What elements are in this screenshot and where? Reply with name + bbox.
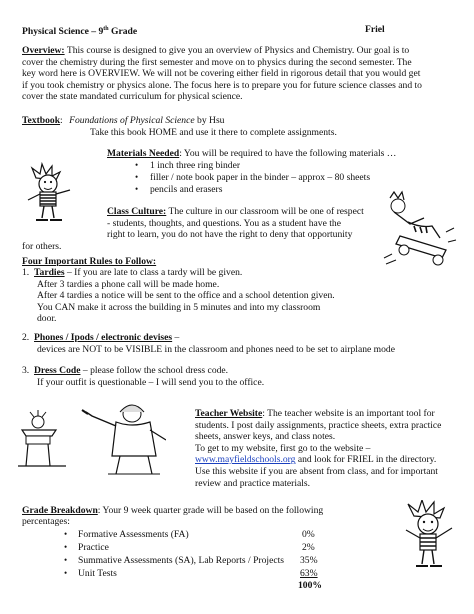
grade-total: 100% bbox=[298, 580, 322, 591]
calvin-hobbes-wagon-illustration bbox=[380, 188, 460, 268]
class-culture-label: Class Culture: bbox=[107, 206, 167, 217]
rule-item-dress-code: 3. Dress Code – please follow the school dress code. If your outfit is questionable – I will send you to the office. bbox=[22, 365, 265, 388]
overview-line: if you took chemistry or physics alone. The focus here is to prepare you for future science classes and to bbox=[22, 79, 422, 91]
grade-breakdown-label: Grade Breakdown bbox=[22, 505, 98, 516]
materials-item: pencils and erasers bbox=[150, 184, 223, 195]
materials-intro: Materials Needed: You will be required to have the following materials … bbox=[107, 148, 397, 159]
rule-number: 1. bbox=[22, 267, 30, 278]
class-culture-line: for others. bbox=[22, 241, 62, 252]
grade-item-percent: 0% bbox=[302, 529, 315, 540]
grade-breakdown-intro: Grade Breakdown: Your 9 week quarter grade will be based on the following bbox=[22, 505, 324, 516]
bullet-icon: • bbox=[135, 160, 139, 170]
overview-section bbox=[22, 45, 462, 103]
grade-item-percent: 63% bbox=[300, 568, 318, 579]
materials-item: filler / note book paper in the binder – approx – 80 sheets bbox=[150, 172, 371, 183]
textbook-title: Foundations of Physical Science bbox=[69, 115, 195, 126]
title-grade: Grade bbox=[108, 26, 138, 38]
textbook-label: Textbook bbox=[22, 115, 61, 126]
overview-line: Overview: This course is designed to give you an overview of Physics and Chemistry. Our goal is to bbox=[22, 45, 410, 56]
bullet-icon: • bbox=[64, 542, 68, 552]
bullet-icon: • bbox=[135, 184, 139, 194]
bullet-icon: • bbox=[135, 172, 139, 182]
teacher-website-label: Teacher Website bbox=[195, 408, 263, 419]
textbook-line: Textbook: Foundations of Physical Science by Hsu bbox=[22, 115, 225, 126]
grade-item-name: Summative Assessments (SA), Lab Reports / Projects bbox=[78, 555, 284, 566]
grade-item-percent: 2% bbox=[302, 542, 315, 553]
overview-label: Overview: bbox=[22, 45, 65, 56]
overview-line: cover the chemistry during the first semester and move on to physics during the second semester. The bbox=[22, 56, 412, 68]
grade-item-percent: 35% bbox=[300, 555, 318, 566]
rule-number: 3. bbox=[22, 365, 30, 376]
grade-item-name: Formative Assessments (FA) bbox=[78, 529, 189, 540]
materials-item: 1 inch three ring binder bbox=[150, 160, 241, 171]
calvin-left-illustration bbox=[18, 160, 88, 230]
rule-label: Dress Code bbox=[34, 365, 81, 376]
bullet-icon: • bbox=[64, 529, 68, 539]
school-website-link[interactable]: www.mayfieldschools.org bbox=[195, 454, 296, 466]
overview-line: key word here is OVERVIEW. We will not be covering either field in rigorous detail that you would get bbox=[22, 68, 421, 80]
class-culture-line: right to learn, you do not have the right to deny that opportunity bbox=[107, 229, 353, 241]
teacher-name: Friel bbox=[365, 24, 385, 35]
grade-item-name: Practice bbox=[78, 542, 109, 553]
grade-item-name: Unit Tests bbox=[78, 568, 117, 579]
grade-breakdown-intro2: percentages: bbox=[22, 516, 70, 527]
rule-number: 2. bbox=[22, 332, 30, 343]
rules-heading: Four Important Rules to Follow: bbox=[22, 256, 157, 267]
class-culture-line: - students, thoughts, and questions. You as a student have the bbox=[107, 217, 341, 229]
textbook-note: Take this book HOME and use it there to complete assignments. bbox=[90, 127, 337, 138]
title-text: Physical Science – 9 bbox=[22, 26, 104, 38]
bullet-icon: • bbox=[64, 555, 68, 565]
materials-label: Materials Needed bbox=[107, 148, 180, 159]
overview-line: cover the state mandated curriculum for physical science. bbox=[22, 91, 243, 103]
rule-item-tardies: 1. Tardies – If you are late to class a tardy will be given. After 3 tardies a phone call will be made home. After 4 tardies a notice will be sent to the office and a school detention given. You CAN make it across the building in 5 minutes and into my classroom door. bbox=[22, 267, 335, 325]
calvin-bottom-right-illustration bbox=[400, 500, 460, 590]
rule-item-phones: 2. Phones / Ipods / electronic devises – devices are NOT to be VISIBLE in the classroom and phones need to be set to airplane mode bbox=[22, 332, 395, 355]
bullet-icon: • bbox=[64, 568, 68, 578]
textbook-author: by Hsu bbox=[194, 115, 225, 126]
rule-label: Tardies bbox=[34, 267, 65, 278]
title-superscript: th bbox=[103, 26, 109, 32]
rule-label: Phones / Ipods / electronic devises bbox=[34, 332, 173, 343]
class-culture-section: Class Culture: The culture in our classroom will be one of respect - students, thoughts, and questions. You as a student have the right to learn, you do not have the right to deny that opportunity bbox=[107, 206, 377, 241]
teacher-website-section: Teacher Website: The teacher website is an important tool for students. I post daily assignments, practice sheets, extra practice sheets, answer keys, and class notes. To get to my website, first go to the website – www.mayfieldschools.org and look for FRIEL in the directory. Use this website if you are absent from class, and for important review and practice materials. bbox=[195, 408, 442, 489]
page-title bbox=[22, 24, 137, 38]
classroom-illustration bbox=[16, 400, 166, 480]
